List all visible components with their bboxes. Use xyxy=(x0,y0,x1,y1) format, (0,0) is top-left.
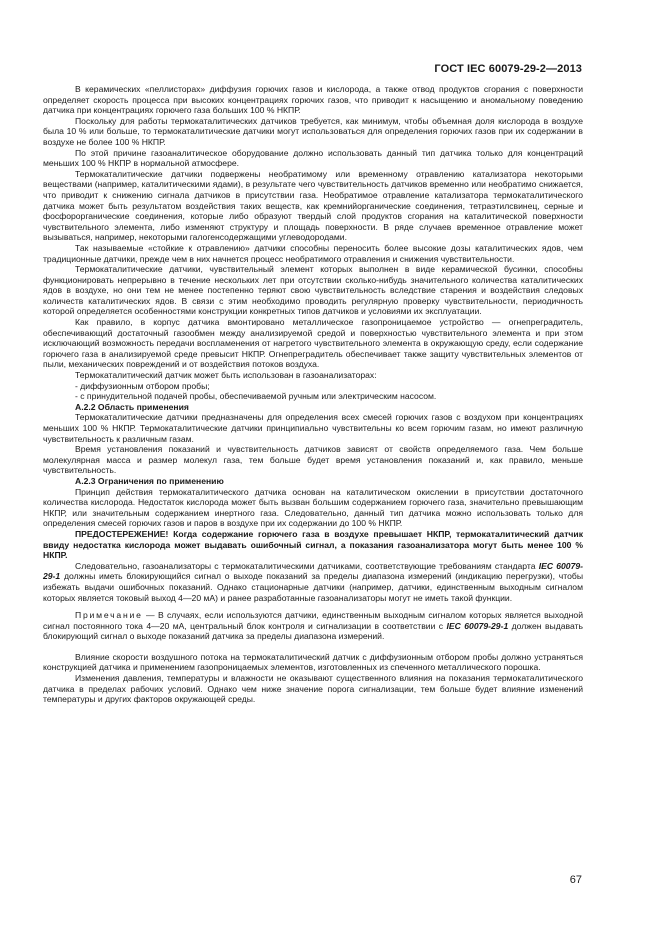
warning-paragraph: ПРЕДОСТЕРЕЖЕНИЕ! Когда содержание горючего газа в воздухе превышает НКПР, термокаталитический датчик ввиду недостатка кислорода может выдавать ошибочный сигнал, а показания газоанализатора могут быть менее 100 % НКПР. xyxy=(43,528,583,561)
paragraph: Термокаталитические датчики, чувствительный элемент которых выполнен в виде керамической бусинки, способны функционировать непрерывно в течение нескольких лет при отсутствии сколько-нибудь значительного количества каталитических ядов в воздухе, но они тем не менее постепенно теряют свою чувствительность вследствие старения и воздействия следовых количеств каталитических ядов. В связи с этим необходимо проводить регулярную проверку чувствительности, периодичность которой определяется особенностями конструкции конкретных типов датчиков и условиями их эксплуатации. xyxy=(43,264,583,317)
document-header: ГОСТ IEC 60079-29-2—2013 xyxy=(434,63,582,75)
list-item: - с принудительной подачей пробы, обеспечиваемой ручным или электрическим насосом. xyxy=(75,391,437,402)
note-paragraph xyxy=(43,610,583,642)
paragraph xyxy=(43,561,583,603)
document-body xyxy=(43,84,583,705)
paragraph: Поскольку для работы термокаталитических датчиков требуется, как минимум, чтобы объемная доля кислорода в воздухе была 10 % или больше, то термокаталитические датчики могут использоваться для определения горючих газов при их содержании в воздухе не более 100 % НКПР. xyxy=(43,115,583,147)
paragraph: Термокаталитический датчик может быть использован в газоанализаторах: xyxy=(75,370,377,381)
paragraph: По этой причине газоаналитическое оборудование должно использовать данный тип датчика только для концентраций меньших 100 % НКПР в нормальной атмосфере. xyxy=(43,147,583,169)
paragraph: Так называемые «стойкие к отравлению» датчики способны переносить более высокие дозы каталитических ядов, чем традиционные датчики, прежде чем в них начнется процесс необратимого отравления и снижения чувствительности. xyxy=(43,242,583,264)
paragraph: Принцип действия термокаталитического датчика основан на каталитическом окислении в присутствии достаточного количества кислорода. Недостаток кислорода может быть вызван большим содержанием горючего газа, значительно превышающим НКПР, или значительным содержанием инертного газа. Следовательно, данный тип датчика можно использовать только для определения смесей горючих газов и паров в воздухе при их содержании до 100 % НКПР. xyxy=(43,486,583,529)
paragraph: Термокаталитические датчики подвержены необратимому или временному отравлению катализатора некоторыми веществами (например, каталитическими ядами), в результате чего чувствительность датчиков временно или необратимо снижается, что приводит к снижению сигнала датчиков в присутствии газа. Необратимое отравление катализатора термокаталитического датчика может быть результатом воздействия таких веществ, как кремнийорганические соединения, тетраэтилсвинец, серные и фосфорорганические соединения, которые либо образуют твердый слой продуктов сгорания на каталитической поверхности чувствительного элемента, либо изменяют структуру и площадь поверхности. В ряде случаев временное отравление может вызываться, например, некоторыми галогенсодержащими углеводородами. xyxy=(43,168,583,243)
standard-reference: IEC 60079-29-1 xyxy=(446,620,509,631)
text-run: должны иметь блокирующийся сигнал о выходе показаний за пределы диапазона измерений (индикацию перегрузки), чтобы избежать выдачи ошибочных показаний. Однако стационарные датчики (например, датчики, единственным выходным сигналом которых является токовый выход 4—20 мА) и ранее разработанные газоанализаторы могут не иметь такой функции. xyxy=(43,571,583,603)
section-heading-a22: А.2.2 Область применения xyxy=(75,401,189,412)
page-number: 67 xyxy=(569,874,582,886)
text-run: Следовательно, газоанализаторы с термокаталитическими датчиками, соответствующие требованиям стандарта xyxy=(75,560,539,571)
section-heading-a23: А.2.3 Ограничения по применению xyxy=(75,475,224,486)
standard-reference: IEC 60079-29-1 xyxy=(43,560,583,582)
note-label: Примечание xyxy=(75,610,143,621)
bullet-list xyxy=(43,381,583,402)
text-run: должен выдавать блокирующий сигнал о выходе показаний датчика за пределы диапазона измерений. xyxy=(43,620,583,642)
paragraph: Как правило, в корпус датчика вмонтировано металлическое газопроницаемое устройство — огнепреградитель, обеспечивающий достаточный газообмен между анализируемой средой и поверхностью чувствительного элемента и при этом исключающий возможность передачи воспламенения от нагретого чувствительного элемента в окружающую среду, если содержание горючего газа в анализируемой среде превысит НКПР. Огнепреградитель обеспечивает также защиту чувствительных элементов от пыли, механических повреждений и от воздействия потоков воздуха. xyxy=(43,317,583,370)
paragraph: В керамических «пеллисторах» диффузия горючих газов и кислорода, а также отвод продуктов сгорания с поверхности определяет скорость процесса при высоких концентрациях горючих газов, что приводит к насыщению и аномальному поведению датчика при концентрациях горючего газа больших 100 % НКПР. xyxy=(43,84,583,116)
list-item: - диффузионным отбором пробы; xyxy=(75,380,210,391)
paragraph: Изменения давления, температуры и влажности не оказывают существенного влияния на показания термокаталитического датчика в пределах рабочих условий. Однако чем ниже значение порога сигнализации, тем больше будет влияние изменений температуры и других факторов окружающей среды. xyxy=(43,673,583,705)
text-run: — В случаях, если используются датчики, единственным выходным сигналом которых является выходной сигнал постоянного тока 4—20 мА, центральный блок контроля и сигнализации в соответствии с xyxy=(43,610,583,631)
paragraph: Влияние скорости воздушного потока на термокаталитический датчик с диффузионным отбором пробы должно устраняться конструкцией датчика и применением газопроницаемых элементов, изготовленных из спеченного металлического порошка. xyxy=(43,651,583,673)
paragraph: Термокаталитические датчики предназначены для определения всех смесей горючих газов с воздухом при концентрациях меньших 100 % НКПР. Термокаталитические датчики принципиально чувствительны ко всем горючим газам, но имеют различную чувствительность к различным газам. xyxy=(43,412,583,444)
paragraph: Время установления показаний и чувствительность датчиков зависят от свойств определяемого газа. Чем больше молекулярная масса и размер молекул газа, тем больше будет время установления показаний и, как правило, меньше чувствительность. xyxy=(43,444,583,476)
